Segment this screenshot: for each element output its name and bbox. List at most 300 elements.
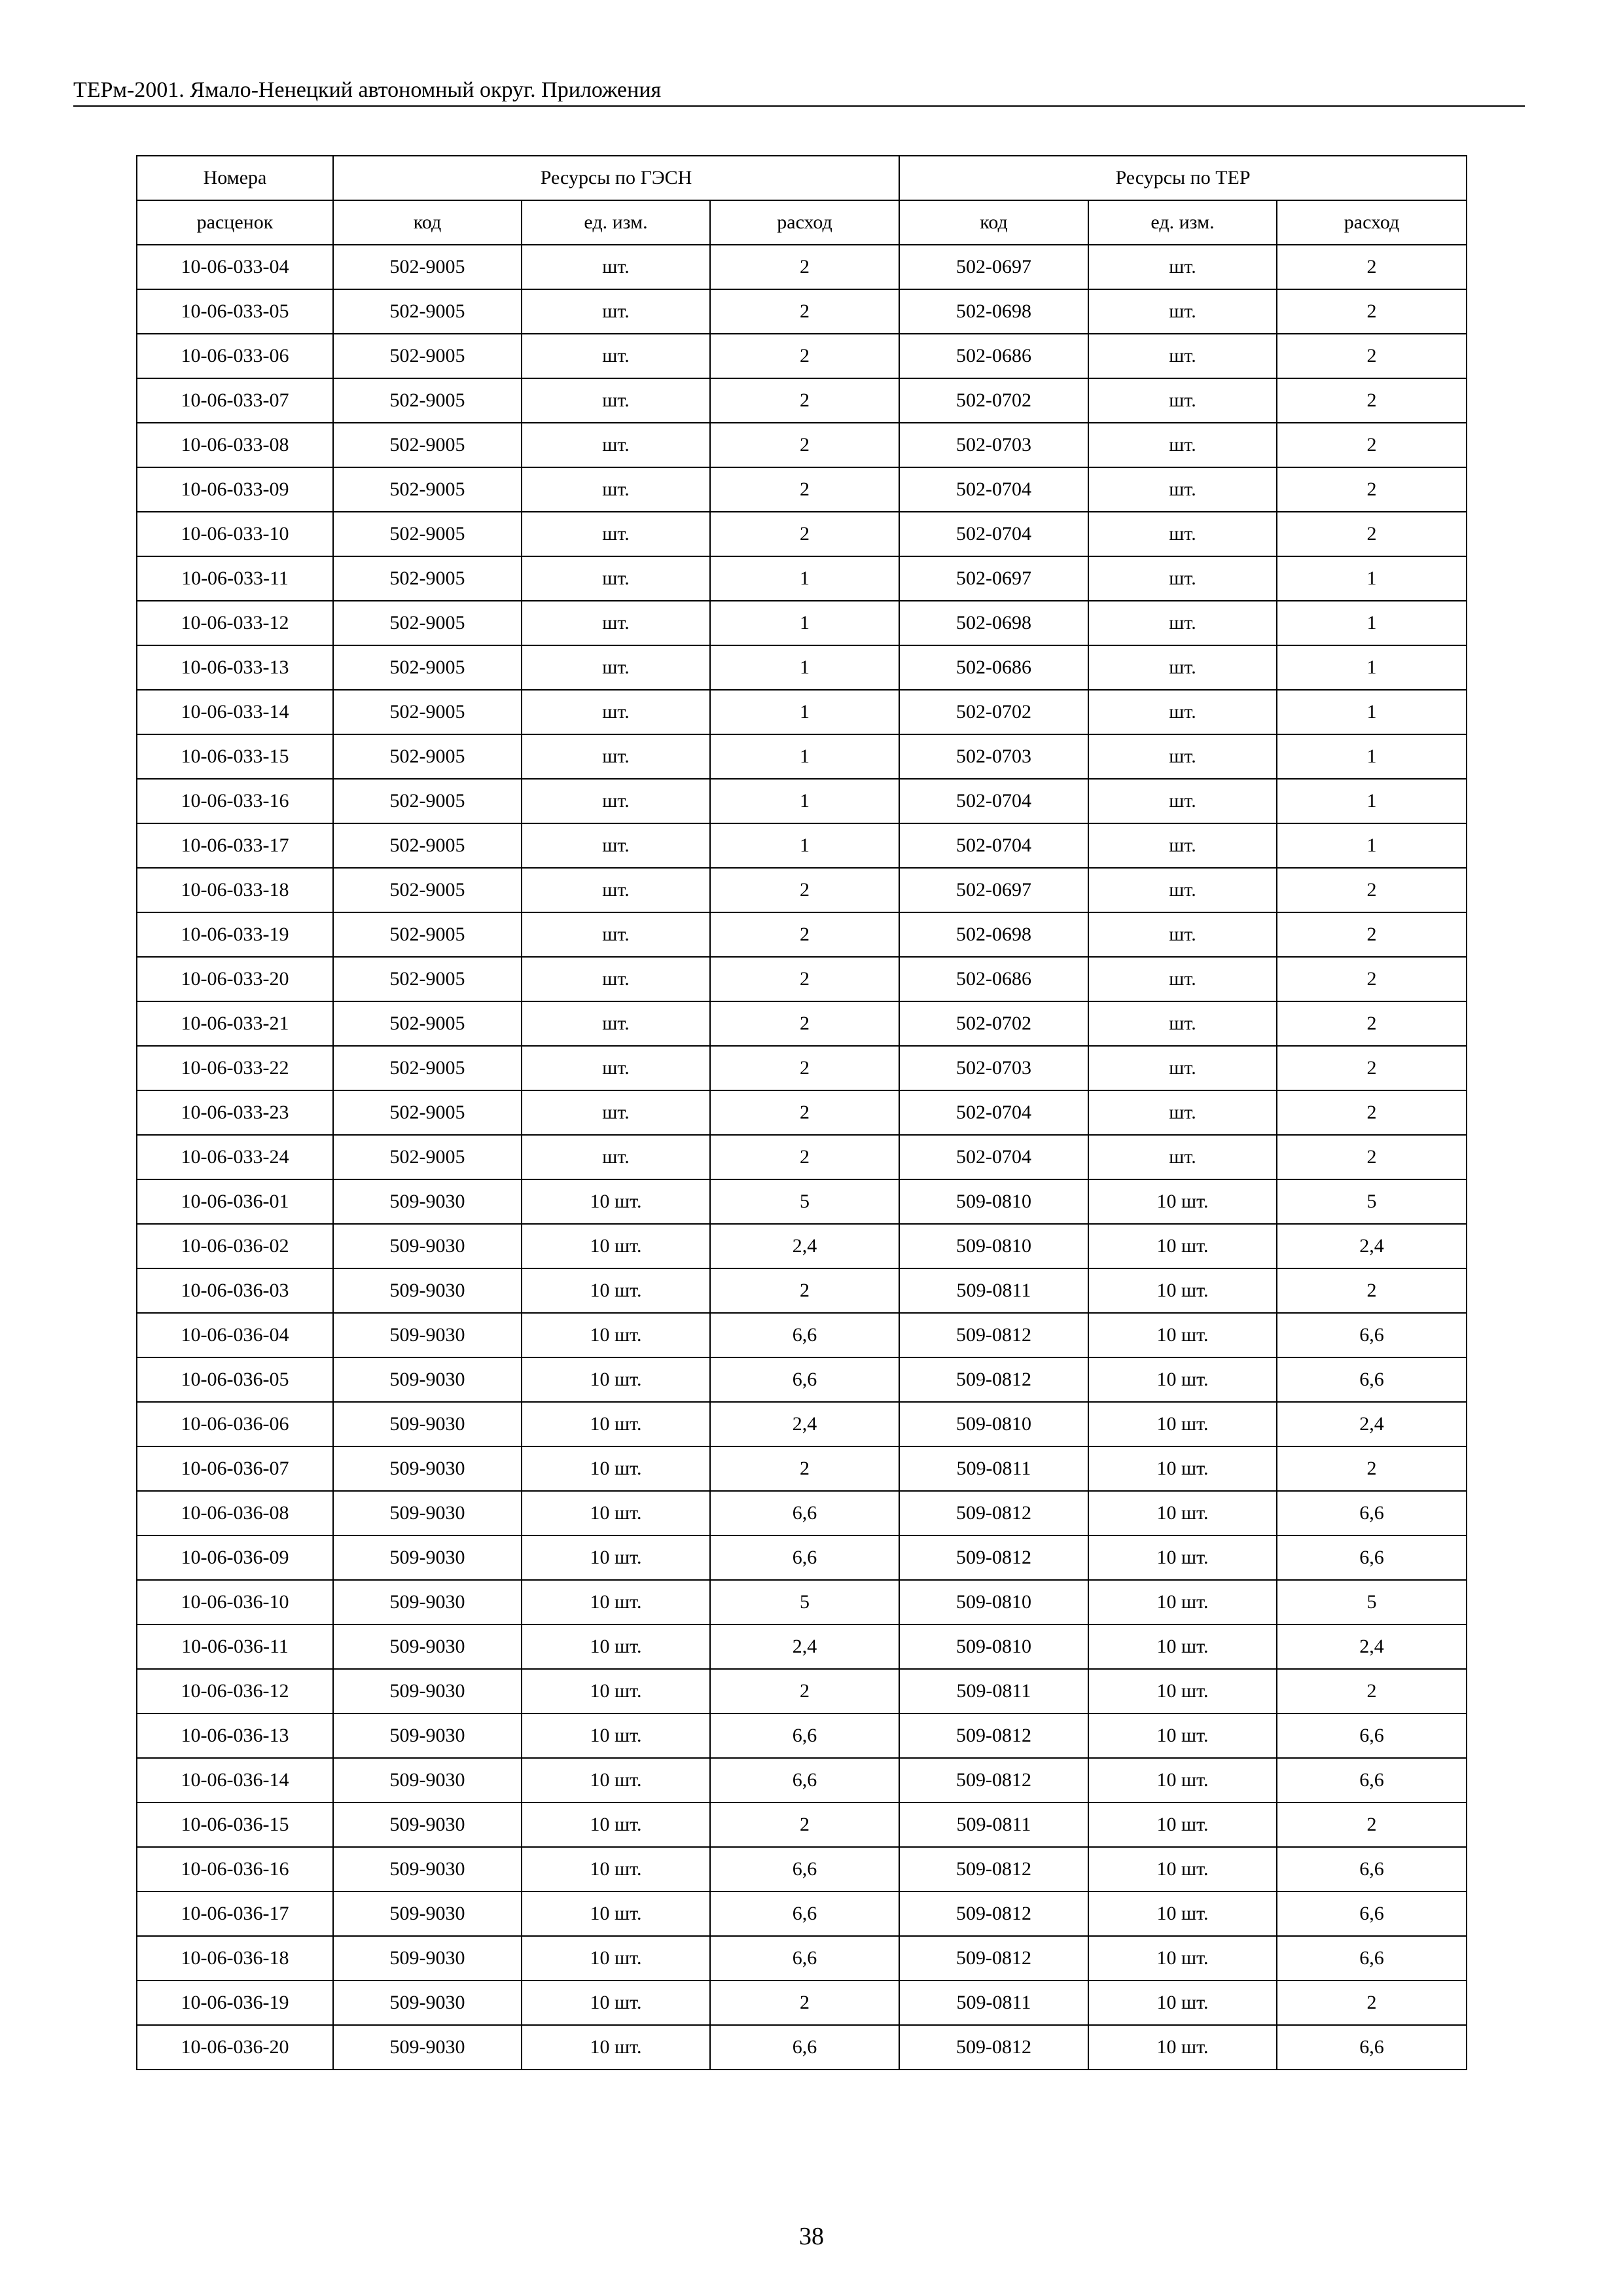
gesn-consumption-cell: 1 bbox=[710, 690, 899, 734]
ter-code-cell: 502-0704 bbox=[899, 467, 1088, 512]
gesn-consumption-cell: 1 bbox=[710, 823, 899, 868]
rate-number-cell: 10-06-036-07 bbox=[137, 1446, 333, 1491]
gesn-code-cell: 502-9005 bbox=[333, 512, 522, 556]
table-row bbox=[137, 1580, 1467, 1624]
table-row bbox=[137, 868, 1467, 912]
gesn-code-cell: 509-9030 bbox=[333, 1936, 522, 1981]
gesn-code-cell: 509-9030 bbox=[333, 1624, 522, 1669]
gesn-unit-cell: шт. bbox=[522, 556, 710, 601]
table-row bbox=[137, 1001, 1467, 1046]
table-row bbox=[137, 512, 1467, 556]
gesn-consumption-cell: 2 bbox=[710, 1446, 899, 1491]
ter-consumption-cell: 6,6 bbox=[1277, 1535, 1467, 1580]
gesn-unit-cell: шт. bbox=[522, 423, 710, 467]
ter-code-cell: 502-0698 bbox=[899, 912, 1088, 957]
ter-code-cell: 502-0703 bbox=[899, 1046, 1088, 1090]
gesn-consumption-cell: 2 bbox=[710, 1090, 899, 1135]
gesn-unit-cell: 10 шт. bbox=[522, 1357, 710, 1402]
rate-number-cell: 10-06-033-05 bbox=[137, 289, 333, 334]
rate-number-cell: 10-06-033-11 bbox=[137, 556, 333, 601]
ter-unit-cell: 10 шт. bbox=[1088, 1446, 1277, 1491]
table-row bbox=[137, 1713, 1467, 1758]
ter-consumption-cell: 1 bbox=[1277, 601, 1467, 645]
table-row bbox=[137, 1446, 1467, 1491]
gesn-consumption-cell: 2 bbox=[710, 912, 899, 957]
ter-code-cell: 502-0704 bbox=[899, 779, 1088, 823]
gesn-code-cell: 502-9005 bbox=[333, 1090, 522, 1135]
ter-code-cell: 502-0704 bbox=[899, 512, 1088, 556]
ter-code-cell: 509-0811 bbox=[899, 1268, 1088, 1313]
ter-code-cell: 509-0812 bbox=[899, 2025, 1088, 2070]
ter-code-cell: 502-0702 bbox=[899, 378, 1088, 423]
gesn-consumption-cell: 2,4 bbox=[710, 1224, 899, 1268]
ter-unit-cell: 10 шт. bbox=[1088, 1402, 1277, 1446]
rate-number-cell: 10-06-036-14 bbox=[137, 1758, 333, 1803]
ter-consumption-cell: 2 bbox=[1277, 1669, 1467, 1713]
ter-code-cell: 509-0812 bbox=[899, 1758, 1088, 1803]
gesn-consumption-cell: 2 bbox=[710, 1001, 899, 1046]
ter-code-cell: 509-0810 bbox=[899, 1624, 1088, 1669]
gesn-consumption-cell: 2 bbox=[710, 1135, 899, 1179]
ter-consumption-cell: 6,6 bbox=[1277, 1313, 1467, 1357]
ter-code-cell: 502-0703 bbox=[899, 423, 1088, 467]
gesn-unit-cell: 10 шт. bbox=[522, 1758, 710, 1803]
rate-number-cell: 10-06-033-20 bbox=[137, 957, 333, 1001]
rate-number-cell: 10-06-036-18 bbox=[137, 1936, 333, 1981]
gesn-consumption-cell: 6,6 bbox=[710, 1847, 899, 1892]
gesn-unit-cell: шт. bbox=[522, 1001, 710, 1046]
ter-code-cell: 509-0812 bbox=[899, 1936, 1088, 1981]
gesn-code-cell: 502-9005 bbox=[333, 467, 522, 512]
ter-code-cell: 509-0811 bbox=[899, 1446, 1088, 1491]
table-row bbox=[137, 467, 1467, 512]
page-number: 38 bbox=[799, 2223, 824, 2250]
table-row bbox=[137, 601, 1467, 645]
gesn-unit-cell: 10 шт. bbox=[522, 1179, 710, 1224]
ter-consumption-cell: 2 bbox=[1277, 378, 1467, 423]
gesn-code-cell: 502-9005 bbox=[333, 1135, 522, 1179]
ter-consumption-cell: 2 bbox=[1277, 245, 1467, 289]
ter-code-cell: 509-0811 bbox=[899, 1981, 1088, 2025]
ter-consumption-cell: 2 bbox=[1277, 1090, 1467, 1135]
ter-consumption-cell: 1 bbox=[1277, 690, 1467, 734]
gesn-consumption-cell: 2 bbox=[710, 334, 899, 378]
rate-number-cell: 10-06-036-09 bbox=[137, 1535, 333, 1580]
ter-consumption-cell: 2 bbox=[1277, 1803, 1467, 1847]
gesn-unit-cell: шт. bbox=[522, 1046, 710, 1090]
table-body bbox=[137, 245, 1467, 2070]
gesn-code-cell: 509-9030 bbox=[333, 1758, 522, 1803]
ter-consumption-cell: 2 bbox=[1277, 957, 1467, 1001]
ter-code-cell: 502-0686 bbox=[899, 957, 1088, 1001]
ter-code-cell: 509-0812 bbox=[899, 1313, 1088, 1357]
gesn-unit-cell: шт. bbox=[522, 912, 710, 957]
gesn-code-cell: 502-9005 bbox=[333, 823, 522, 868]
rate-number-cell: 10-06-033-14 bbox=[137, 690, 333, 734]
table-row bbox=[137, 1357, 1467, 1402]
gesn-code-cell: 502-9005 bbox=[333, 734, 522, 779]
ter-unit-cell: шт. bbox=[1088, 378, 1277, 423]
table-row bbox=[137, 289, 1467, 334]
ter-code-cell: 509-0810 bbox=[899, 1580, 1088, 1624]
rate-number-cell: 10-06-033-23 bbox=[137, 1090, 333, 1135]
ter-consumption-cell: 2 bbox=[1277, 289, 1467, 334]
ter-unit-cell: шт. bbox=[1088, 957, 1277, 1001]
ter-code-cell: 502-0698 bbox=[899, 601, 1088, 645]
ter-unit-cell: шт. bbox=[1088, 779, 1277, 823]
table-row bbox=[137, 1179, 1467, 1224]
ter-code-cell: 509-0812 bbox=[899, 1847, 1088, 1892]
rate-number-cell: 10-06-036-02 bbox=[137, 1224, 333, 1268]
gesn-code-cell: 509-9030 bbox=[333, 1446, 522, 1491]
ter-consumption-cell: 1 bbox=[1277, 556, 1467, 601]
gesn-code-cell: 509-9030 bbox=[333, 1669, 522, 1713]
header-ter-unit: ед. изм. bbox=[1088, 200, 1277, 245]
gesn-code-cell: 509-9030 bbox=[333, 1179, 522, 1224]
table-row bbox=[137, 1669, 1467, 1713]
gesn-unit-cell: 10 шт. bbox=[522, 1535, 710, 1580]
header-gesn-consumption: расход bbox=[710, 200, 899, 245]
page-header-title: ТЕРм-2001. Ямало-Ненецкий автономный округ. Приложения bbox=[73, 78, 662, 102]
ter-code-cell: 502-0686 bbox=[899, 645, 1088, 690]
ter-unit-cell: шт. bbox=[1088, 1001, 1277, 1046]
rate-number-cell: 10-06-033-22 bbox=[137, 1046, 333, 1090]
ter-consumption-cell: 6,6 bbox=[1277, 1713, 1467, 1758]
gesn-unit-cell: 10 шт. bbox=[522, 1224, 710, 1268]
gesn-consumption-cell: 2 bbox=[710, 289, 899, 334]
rate-number-cell: 10-06-036-05 bbox=[137, 1357, 333, 1402]
ter-unit-cell: 10 шт. bbox=[1088, 1847, 1277, 1892]
gesn-consumption-cell: 2 bbox=[710, 957, 899, 1001]
rate-number-cell: 10-06-036-12 bbox=[137, 1669, 333, 1713]
rate-number-cell: 10-06-033-21 bbox=[137, 1001, 333, 1046]
ter-consumption-cell: 5 bbox=[1277, 1580, 1467, 1624]
gesn-consumption-cell: 2 bbox=[710, 1046, 899, 1090]
ter-unit-cell: 10 шт. bbox=[1088, 1224, 1277, 1268]
gesn-consumption-cell: 2 bbox=[710, 1669, 899, 1713]
gesn-consumption-cell: 1 bbox=[710, 645, 899, 690]
ter-unit-cell: 10 шт. bbox=[1088, 1491, 1277, 1535]
gesn-consumption-cell: 6,6 bbox=[710, 1758, 899, 1803]
resource-mapping-table bbox=[136, 155, 1467, 2070]
gesn-unit-cell: 10 шт. bbox=[522, 1981, 710, 2025]
gesn-consumption-cell: 1 bbox=[710, 779, 899, 823]
ter-consumption-cell: 2,4 bbox=[1277, 1402, 1467, 1446]
gesn-code-cell: 502-9005 bbox=[333, 289, 522, 334]
rate-number-cell: 10-06-036-15 bbox=[137, 1803, 333, 1847]
ter-unit-cell: 10 шт. bbox=[1088, 1580, 1277, 1624]
table-row bbox=[137, 1135, 1467, 1179]
rate-number-cell: 10-06-033-08 bbox=[137, 423, 333, 467]
gesn-consumption-cell: 2 bbox=[710, 378, 899, 423]
ter-code-cell: 509-0811 bbox=[899, 1803, 1088, 1847]
ter-code-cell: 509-0812 bbox=[899, 1713, 1088, 1758]
ter-consumption-cell: 6,6 bbox=[1277, 1936, 1467, 1981]
rate-number-cell: 10-06-033-18 bbox=[137, 868, 333, 912]
table-row bbox=[137, 1491, 1467, 1535]
gesn-code-cell: 509-9030 bbox=[333, 1892, 522, 1936]
gesn-unit-cell: 10 шт. bbox=[522, 1402, 710, 1446]
ter-consumption-cell: 1 bbox=[1277, 645, 1467, 690]
rate-number-cell: 10-06-036-06 bbox=[137, 1402, 333, 1446]
ter-code-cell: 509-0810 bbox=[899, 1224, 1088, 1268]
ter-unit-cell: шт. bbox=[1088, 690, 1277, 734]
ter-consumption-cell: 2,4 bbox=[1277, 1624, 1467, 1669]
gesn-consumption-cell: 1 bbox=[710, 601, 899, 645]
table-row bbox=[137, 1803, 1467, 1847]
ter-code-cell: 509-0811 bbox=[899, 1669, 1088, 1713]
ter-consumption-cell: 1 bbox=[1277, 734, 1467, 779]
rate-number-cell: 10-06-036-19 bbox=[137, 1981, 333, 2025]
rate-number-cell: 10-06-036-11 bbox=[137, 1624, 333, 1669]
table-row bbox=[137, 1847, 1467, 1892]
ter-consumption-cell: 6,6 bbox=[1277, 1847, 1467, 1892]
ter-unit-cell: 10 шт. bbox=[1088, 1669, 1277, 1713]
header-gesn-code: код bbox=[333, 200, 522, 245]
ter-unit-cell: 10 шт. bbox=[1088, 1892, 1277, 1936]
ter-consumption-cell: 2 bbox=[1277, 1046, 1467, 1090]
ter-unit-cell: 10 шт. bbox=[1088, 1803, 1277, 1847]
gesn-unit-cell: шт. bbox=[522, 645, 710, 690]
gesn-consumption-cell: 6,6 bbox=[710, 2025, 899, 2070]
ter-consumption-cell: 2 bbox=[1277, 1268, 1467, 1313]
ter-consumption-cell: 1 bbox=[1277, 823, 1467, 868]
gesn-unit-cell: шт. bbox=[522, 957, 710, 1001]
gesn-unit-cell: шт. bbox=[522, 601, 710, 645]
gesn-code-cell: 502-9005 bbox=[333, 245, 522, 289]
ter-consumption-cell: 2 bbox=[1277, 1135, 1467, 1179]
gesn-unit-cell: 10 шт. bbox=[522, 1580, 710, 1624]
ter-unit-cell: шт. bbox=[1088, 1090, 1277, 1135]
ter-unit-cell: шт. bbox=[1088, 1135, 1277, 1179]
gesn-code-cell: 502-9005 bbox=[333, 868, 522, 912]
table-row bbox=[137, 1535, 1467, 1580]
gesn-unit-cell: 10 шт. bbox=[522, 1268, 710, 1313]
ter-unit-cell: шт. bbox=[1088, 512, 1277, 556]
rate-number-cell: 10-06-033-12 bbox=[137, 601, 333, 645]
ter-consumption-cell: 6,6 bbox=[1277, 1892, 1467, 1936]
ter-unit-cell: шт. bbox=[1088, 423, 1277, 467]
gesn-unit-cell: шт. bbox=[522, 289, 710, 334]
table-row bbox=[137, 1046, 1467, 1090]
table-row bbox=[137, 423, 1467, 467]
table-row bbox=[137, 1090, 1467, 1135]
gesn-consumption-cell: 6,6 bbox=[710, 1713, 899, 1758]
ter-code-cell: 502-0703 bbox=[899, 734, 1088, 779]
rate-number-cell: 10-06-036-03 bbox=[137, 1268, 333, 1313]
ter-unit-cell: 10 шт. bbox=[1088, 1357, 1277, 1402]
gesn-consumption-cell: 2 bbox=[710, 467, 899, 512]
ter-code-cell: 502-0704 bbox=[899, 1090, 1088, 1135]
table-row bbox=[137, 645, 1467, 690]
gesn-unit-cell: шт. bbox=[522, 378, 710, 423]
gesn-code-cell: 502-9005 bbox=[333, 1046, 522, 1090]
gesn-code-cell: 502-9005 bbox=[333, 957, 522, 1001]
gesn-consumption-cell: 5 bbox=[710, 1580, 899, 1624]
gesn-consumption-cell: 6,6 bbox=[710, 1535, 899, 1580]
ter-code-cell: 509-0812 bbox=[899, 1892, 1088, 1936]
table-row bbox=[137, 690, 1467, 734]
ter-unit-cell: 10 шт. bbox=[1088, 1936, 1277, 1981]
ter-code-cell: 502-0704 bbox=[899, 823, 1088, 868]
table-row bbox=[137, 1624, 1467, 1669]
gesn-consumption-cell: 2 bbox=[710, 1803, 899, 1847]
gesn-unit-cell: 10 шт. bbox=[522, 2025, 710, 2070]
ter-code-cell: 502-0686 bbox=[899, 334, 1088, 378]
table-header-row-bottom bbox=[137, 200, 1467, 245]
ter-code-cell: 502-0697 bbox=[899, 245, 1088, 289]
gesn-unit-cell: 10 шт. bbox=[522, 1313, 710, 1357]
gesn-unit-cell: шт. bbox=[522, 734, 710, 779]
gesn-code-cell: 509-9030 bbox=[333, 2025, 522, 2070]
ter-unit-cell: шт. bbox=[1088, 289, 1277, 334]
rate-number-cell: 10-06-036-16 bbox=[137, 1847, 333, 1892]
rate-number-cell: 10-06-033-16 bbox=[137, 779, 333, 823]
ter-code-cell: 509-0812 bbox=[899, 1535, 1088, 1580]
table-row bbox=[137, 734, 1467, 779]
table-row bbox=[137, 779, 1467, 823]
rate-number-cell: 10-06-033-07 bbox=[137, 378, 333, 423]
table-row bbox=[137, 1224, 1467, 1268]
ter-unit-cell: шт. bbox=[1088, 245, 1277, 289]
gesn-code-cell: 502-9005 bbox=[333, 334, 522, 378]
gesn-unit-cell: 10 шт. bbox=[522, 1936, 710, 1981]
ter-unit-cell: шт. bbox=[1088, 467, 1277, 512]
rate-number-cell: 10-06-036-04 bbox=[137, 1313, 333, 1357]
rate-number-cell: 10-06-036-01 bbox=[137, 1179, 333, 1224]
gesn-consumption-cell: 6,6 bbox=[710, 1491, 899, 1535]
ter-consumption-cell: 2 bbox=[1277, 467, 1467, 512]
gesn-unit-cell: шт. bbox=[522, 512, 710, 556]
gesn-code-cell: 502-9005 bbox=[333, 1001, 522, 1046]
gesn-consumption-cell: 6,6 bbox=[710, 1936, 899, 1981]
gesn-consumption-cell: 1 bbox=[710, 734, 899, 779]
header-ter-resources: Ресурсы по ТЕР bbox=[899, 156, 1467, 200]
gesn-consumption-cell: 2,4 bbox=[710, 1624, 899, 1669]
ter-unit-cell: шт. bbox=[1088, 1046, 1277, 1090]
rate-number-cell: 10-06-033-17 bbox=[137, 823, 333, 868]
gesn-code-cell: 502-9005 bbox=[333, 645, 522, 690]
gesn-code-cell: 502-9005 bbox=[333, 556, 522, 601]
ter-unit-cell: шт. bbox=[1088, 556, 1277, 601]
gesn-consumption-cell: 2 bbox=[710, 245, 899, 289]
gesn-unit-cell: 10 шт. bbox=[522, 1803, 710, 1847]
gesn-unit-cell: шт. bbox=[522, 823, 710, 868]
gesn-code-cell: 509-9030 bbox=[333, 1580, 522, 1624]
gesn-unit-cell: шт. bbox=[522, 334, 710, 378]
ter-consumption-cell: 2,4 bbox=[1277, 1224, 1467, 1268]
header-rate-numbers-bottom: расценок bbox=[137, 200, 333, 245]
gesn-code-cell: 509-9030 bbox=[333, 1535, 522, 1580]
rate-number-cell: 10-06-033-06 bbox=[137, 334, 333, 378]
ter-unit-cell: шт. bbox=[1088, 823, 1277, 868]
gesn-code-cell: 509-9030 bbox=[333, 1357, 522, 1402]
gesn-code-cell: 509-9030 bbox=[333, 1491, 522, 1535]
ter-consumption-cell: 1 bbox=[1277, 779, 1467, 823]
gesn-code-cell: 502-9005 bbox=[333, 690, 522, 734]
header-gesn-unit: ед. изм. bbox=[522, 200, 710, 245]
gesn-unit-cell: 10 шт. bbox=[522, 1892, 710, 1936]
ter-consumption-cell: 2 bbox=[1277, 423, 1467, 467]
ter-unit-cell: 10 шт. bbox=[1088, 1179, 1277, 1224]
gesn-code-cell: 502-9005 bbox=[333, 601, 522, 645]
table-row bbox=[137, 556, 1467, 601]
gesn-unit-cell: шт. bbox=[522, 245, 710, 289]
ter-code-cell: 509-0810 bbox=[899, 1402, 1088, 1446]
header-divider bbox=[73, 105, 1525, 107]
gesn-code-cell: 509-9030 bbox=[333, 1981, 522, 2025]
ter-consumption-cell: 2 bbox=[1277, 1446, 1467, 1491]
table-row bbox=[137, 912, 1467, 957]
gesn-code-cell: 509-9030 bbox=[333, 1803, 522, 1847]
ter-unit-cell: шт. bbox=[1088, 912, 1277, 957]
ter-unit-cell: 10 шт. bbox=[1088, 1313, 1277, 1357]
gesn-code-cell: 502-9005 bbox=[333, 423, 522, 467]
rate-number-cell: 10-06-033-04 bbox=[137, 245, 333, 289]
gesn-code-cell: 502-9005 bbox=[333, 779, 522, 823]
rate-number-cell: 10-06-036-13 bbox=[137, 1713, 333, 1758]
ter-consumption-cell: 6,6 bbox=[1277, 1491, 1467, 1535]
ter-code-cell: 509-0810 bbox=[899, 1179, 1088, 1224]
gesn-consumption-cell: 2,4 bbox=[710, 1402, 899, 1446]
ter-consumption-cell: 2 bbox=[1277, 868, 1467, 912]
ter-unit-cell: 10 шт. bbox=[1088, 1624, 1277, 1669]
rate-number-cell: 10-06-033-19 bbox=[137, 912, 333, 957]
table-row bbox=[137, 823, 1467, 868]
ter-code-cell: 502-0698 bbox=[899, 289, 1088, 334]
rate-number-cell: 10-06-036-10 bbox=[137, 1580, 333, 1624]
ter-consumption-cell: 2 bbox=[1277, 1001, 1467, 1046]
table-row bbox=[137, 1981, 1467, 2025]
gesn-code-cell: 509-9030 bbox=[333, 1224, 522, 1268]
gesn-code-cell: 502-9005 bbox=[333, 912, 522, 957]
gesn-code-cell: 509-9030 bbox=[333, 1402, 522, 1446]
ter-unit-cell: 10 шт. bbox=[1088, 1758, 1277, 1803]
gesn-unit-cell: шт. bbox=[522, 690, 710, 734]
ter-code-cell: 509-0812 bbox=[899, 1357, 1088, 1402]
header-ter-consumption: расход bbox=[1277, 200, 1467, 245]
table-header-row-top bbox=[137, 156, 1467, 200]
gesn-consumption-cell: 6,6 bbox=[710, 1357, 899, 1402]
gesn-unit-cell: 10 шт. bbox=[522, 1713, 710, 1758]
gesn-consumption-cell: 6,6 bbox=[710, 1892, 899, 1936]
ter-unit-cell: 10 шт. bbox=[1088, 2025, 1277, 2070]
ter-consumption-cell: 2 bbox=[1277, 1981, 1467, 2025]
gesn-code-cell: 502-9005 bbox=[333, 378, 522, 423]
gesn-code-cell: 509-9030 bbox=[333, 1713, 522, 1758]
gesn-unit-cell: 10 шт. bbox=[522, 1847, 710, 1892]
gesn-unit-cell: 10 шт. bbox=[522, 1491, 710, 1535]
ter-consumption-cell: 2 bbox=[1277, 912, 1467, 957]
table-row bbox=[137, 1402, 1467, 1446]
gesn-unit-cell: шт. bbox=[522, 467, 710, 512]
rate-number-cell: 10-06-033-13 bbox=[137, 645, 333, 690]
gesn-unit-cell: 10 шт. bbox=[522, 1624, 710, 1669]
ter-unit-cell: 10 шт. bbox=[1088, 1713, 1277, 1758]
header-rate-numbers-top: Номера bbox=[137, 156, 333, 200]
table-row bbox=[137, 2025, 1467, 2070]
table-row bbox=[137, 1758, 1467, 1803]
header-gesn-resources: Ресурсы по ГЭСН bbox=[333, 156, 899, 200]
rate-number-cell: 10-06-036-20 bbox=[137, 2025, 333, 2070]
gesn-code-cell: 509-9030 bbox=[333, 1313, 522, 1357]
rate-number-cell: 10-06-036-17 bbox=[137, 1892, 333, 1936]
ter-consumption-cell: 2 bbox=[1277, 334, 1467, 378]
table-row bbox=[137, 334, 1467, 378]
ter-unit-cell: 10 шт. bbox=[1088, 1981, 1277, 2025]
ter-unit-cell: шт. bbox=[1088, 868, 1277, 912]
gesn-consumption-cell: 2 bbox=[710, 512, 899, 556]
